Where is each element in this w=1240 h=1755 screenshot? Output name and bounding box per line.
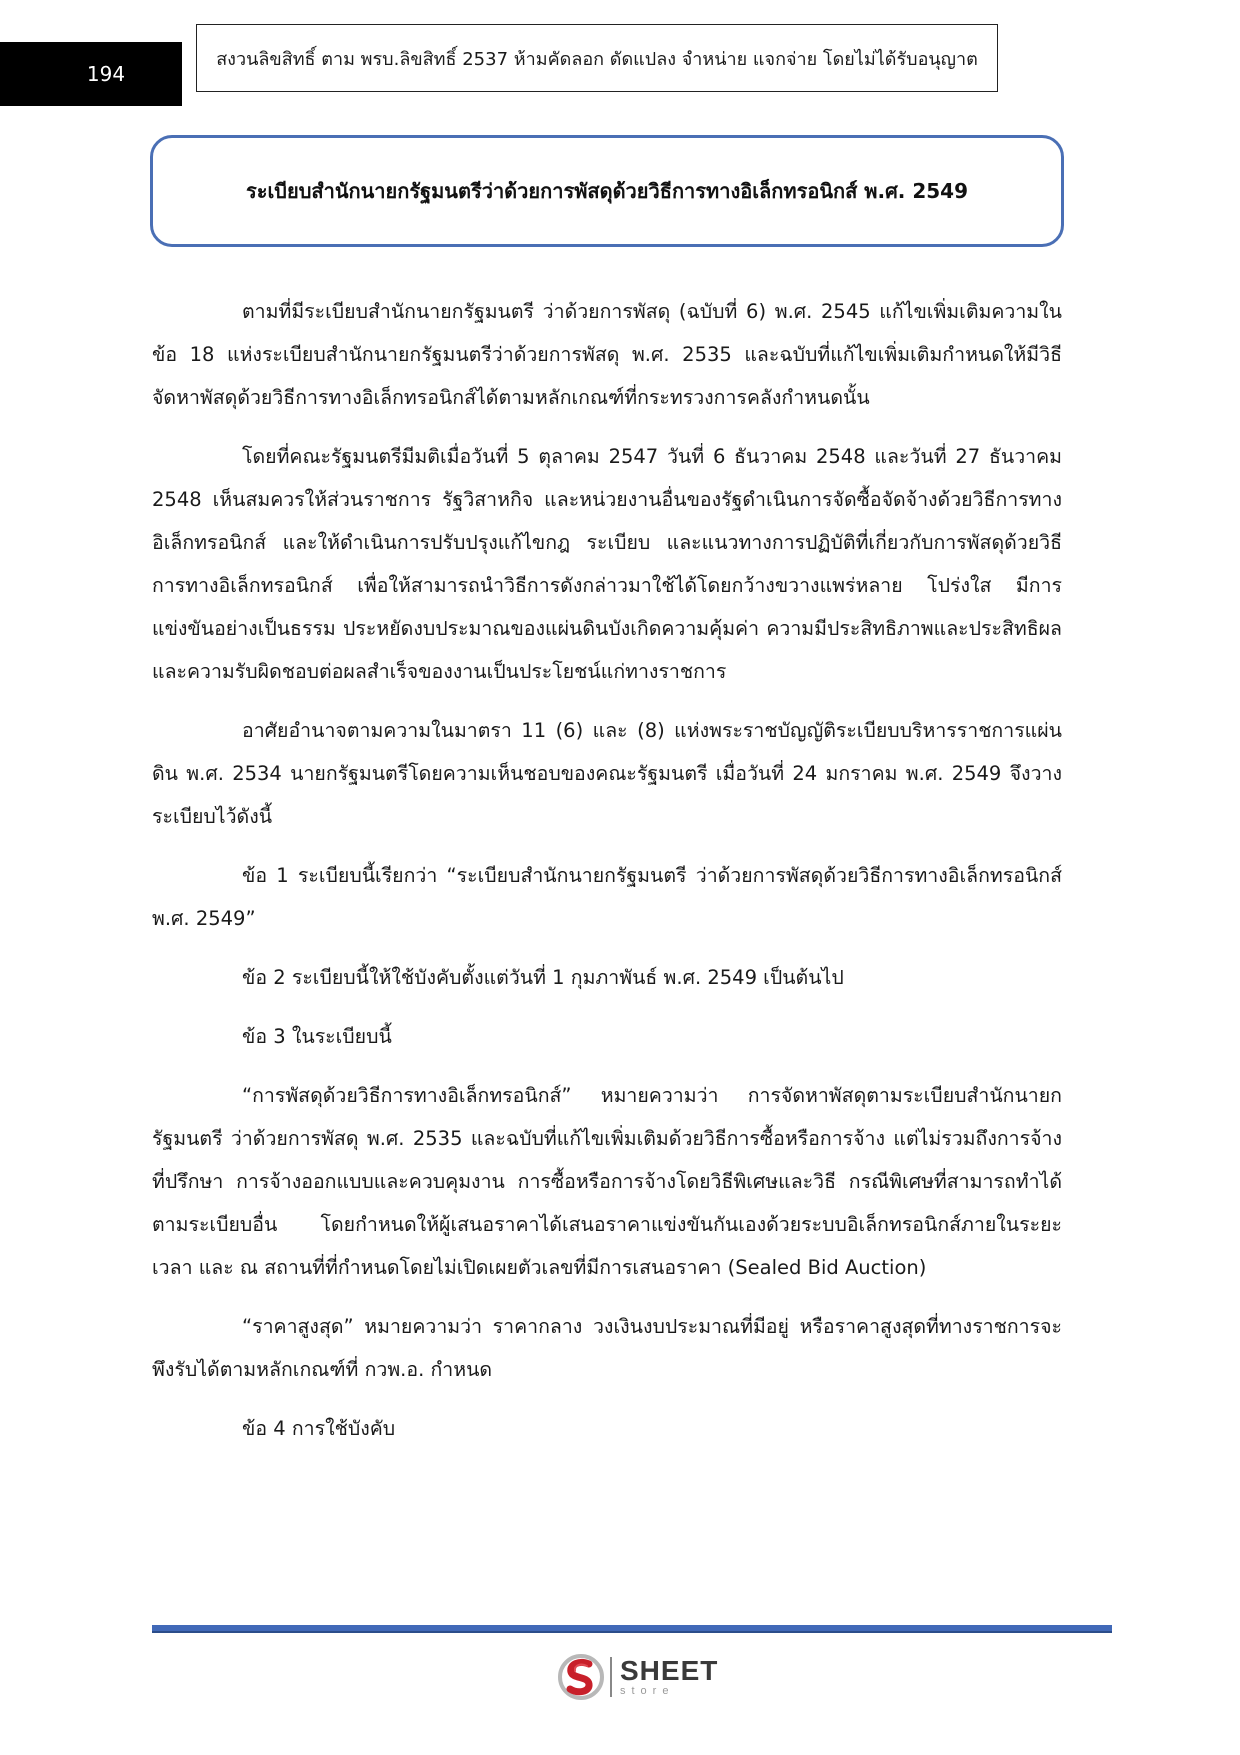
clause-3: ข้อ 3 ในระเบียบนี้ xyxy=(242,1025,392,1048)
clause-4: ข้อ 4 การใช้บังคับ xyxy=(242,1417,396,1440)
document-title: ระเบียบสำนักนายกรัฐมนตรีว่าด้วยการพัสดุด้วยวิธีการทางอิเล็กทรอนิกส์ พ.ศ. 2549 xyxy=(245,179,969,203)
copyright-notice xyxy=(196,24,998,92)
clause-1: ข้อ 1 ระเบียบนี้เรียกว่า “ระเบียบสำนักนายกรัฐมนตรี ว่าด้วยการพัสดุด้วยวิธีการทางอิเล็กทรอนิกส์ พ.ศ. 2549” xyxy=(152,864,1062,930)
logo-text xyxy=(620,1657,718,1697)
page-number: 194 xyxy=(86,62,126,86)
clause-2: ข้อ 2 ระเบียบนี้ให้ใช้บังคับตั้งแต่วันที่ 1 กุมภาพันธ์ พ.ศ. 2549 เป็นต้นไป xyxy=(242,966,844,989)
document-body xyxy=(152,290,1062,1466)
sheet-store-logo xyxy=(558,1650,718,1704)
logo-wordmark: SHEET xyxy=(620,1655,719,1686)
paragraph-preamble-2: โดยที่คณะรัฐมนตรีมีมติเมื่อวันที่ 5 ตุลาคม 2547 วันที่ 6 ธันวาคม 2548 และวันที่ 27 ธันวาคม 2548 เห็นสมควรให้ส่วนราชการ รัฐวิสาหกิจ และหน่วยงานอื่นของรัฐดำเนินการจัดซื้อจัดจ้างด้วยวิธีการทางอิเล็กทรอนิกส์ และให้ดำเนินการปรับปรุงแก้ไขกฎ ระเบียบ และแนวทางการปฏิบัติที่เกี่ยวกับการพัสดุด้วยวิธีการทางอิเล็กทรอนิกส์ เพื่อให้สามารถนำวิธีการดังกล่าวมาใช้ได้โดยกว้างขวางแพร่หลาย โปร่งใส มีการแข่งขันอย่างเป็นธรรม ประหยัดงบประมาณของแผ่นดินบังเกิดความคุ้มค่า ความมีประสิทธิภาพและประสิทธิผล และความรับผิดชอบต่อผลสำเร็จของงานเป็นประโยชน์แก่ทางราชการ xyxy=(152,445,1062,683)
copyright-text: สงวนลิขสิทธิ์ ตาม พรบ.ลิขสิทธิ์ 2537 ห้ามคัดลอก ดัดแปลง จำหน่าย แจกจ่าย โดยไม่ได้รับอนุญาต xyxy=(216,48,978,70)
paragraph-preamble-3: อาศัยอำนาจตามความในมาตรา 11 (6) และ (8) แห่งพระราชบัญญัติระเบียบบริหารราชการแผ่นดิน พ.ศ. 2534 นายกรัฐมนตรีโดยความเห็นชอบของคณะรัฐมนตรี เมื่อวันที่ 24 มกราคม พ.ศ. 2549 จึงวางระเบียบไว้ดังนี้ xyxy=(152,719,1062,828)
title-box xyxy=(150,135,1064,247)
definition-maximum-price: “ราคาสูงสุด” หมายความว่า ราคากลาง วงเงินงบประมาณที่มีอยู่ หรือราคาสูงสุดที่ทางราชการจะพึงรับได้ตามหลักเกณฑ์ที่ กวพ.อ. กำหนด xyxy=(152,1315,1062,1381)
footer-rule xyxy=(152,1625,1112,1633)
paragraph-preamble-1: ตามที่มีระเบียบสำนักนายกรัฐมนตรี ว่าด้วยการพัสดุ (ฉบับที่ 6) พ.ศ. 2545 แก้ไขเพิ่มเติมความในข้อ 18 แห่งระเบียบสำนักนายกรัฐมนตรีว่าด้วยการพัสดุ พ.ศ. 2535 และฉบับที่แก้ไขเพิ่มเติมกำหนดให้มีวิธีจัดหาพัสดุด้วยวิธีการทางอิเล็กทรอนิกส์ได้ตามหลักเกณฑ์ที่กระทรวงการคลังกำหนดนั้น xyxy=(152,300,1062,409)
definition-electronic-procurement: “การพัสดุด้วยวิธีการทางอิเล็กทรอนิกส์” หมายความว่า การจัดหาพัสดุตามระเบียบสำนักนายกรัฐมนตรี ว่าด้วยการพัสดุ พ.ศ. 2535 และฉบับที่แก้ไขเพิ่มเติมด้วยวิธีการซื้อหรือการจ้าง แต่ไม่รวมถึงการจ้างที่ปรึกษา การจ้างออกแบบและควบคุมงาน การซื้อหรือการจ้างโดยวิธีพิเศษและวิธี กรณีพิเศษที่สามารถทำได้ตามระเบียบอื่น โดยกำหนดให้ผู้เสนอราคาได้เสนอราคาแข่งขันกันเองด้วยระบบอิเล็กทรอนิกส์ภายในระยะเวลา และ ณ สถานที่ที่กำหนดโดยไม่เปิดเผยตัวเลขที่มีการเสนอราคา (Sealed Bid Auction) xyxy=(152,1084,1062,1279)
sheet-store-s-logo-icon xyxy=(558,1652,604,1702)
logo-subtitle: store xyxy=(620,1685,675,1697)
logo-divider xyxy=(610,1657,612,1697)
page-number-tab xyxy=(0,42,182,106)
